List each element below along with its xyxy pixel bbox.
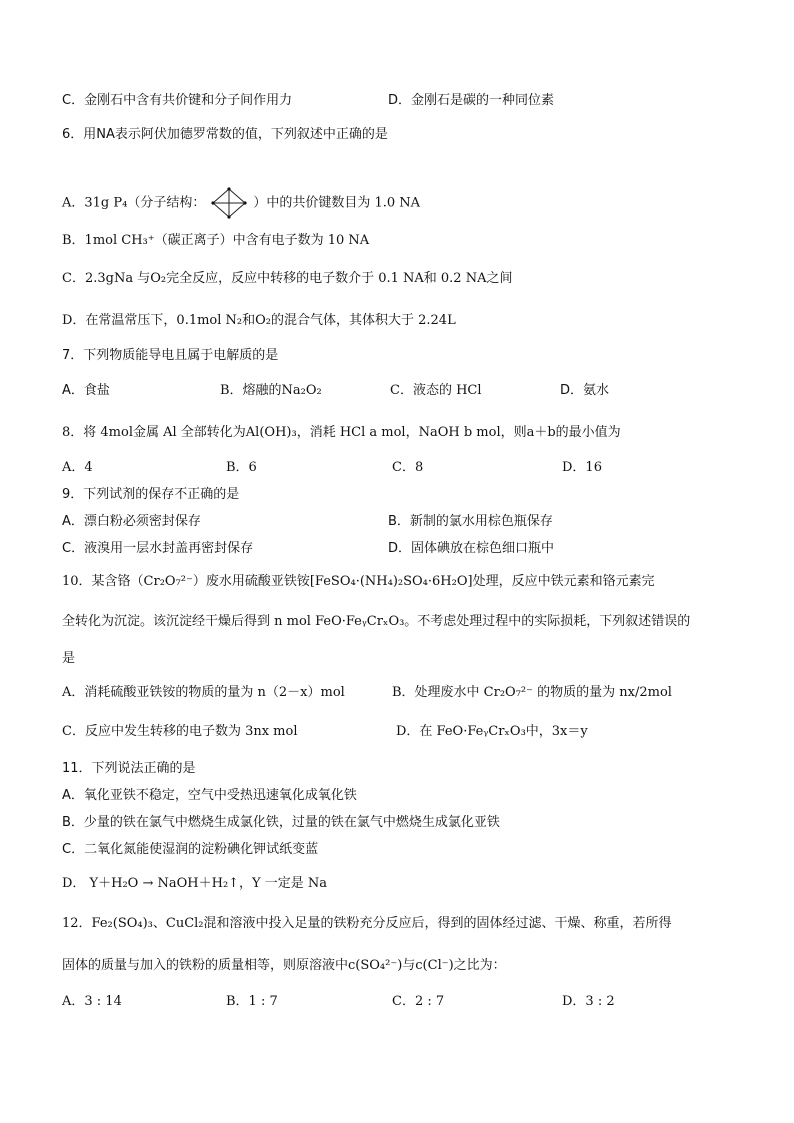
q11-option-d: D． Y＋H₂O → NaOH＋H₂↑，Y 一定是 Na (62, 876, 328, 891)
q5-option-d: D．金刚石是碳的一种同位素 (388, 93, 555, 108)
q7-option-b: B．熔融的Na₂O₂ (220, 383, 322, 398)
q12-option-d: D．3 : 2 (562, 994, 615, 1009)
q6-option-a-post: ）中的共价键数目为 1.0 NA (253, 195, 421, 211)
q10-stem-line2: 全转化为沉淀。该沉淀经干燥后得到 n mol FeO·FeᵧCrₓO₃。不考虑处理过程中的实际损耗，下列叙述错误的 (62, 614, 691, 629)
p4-molecule-structure (209, 187, 249, 219)
q11-option-b: B．少量的铁在氯气中燃烧生成氯化铁，过量的铁在氯气中燃烧生成氯化亚铁 (62, 815, 500, 830)
q6-option-c: C．2.3gNa 与O₂完全反应，反应中转移的电子数介于 0.1 NA和 0.2 NA之间 (62, 271, 513, 286)
q9-option-a: A．漂白粉必须密封保存 (62, 514, 201, 529)
q9-stem: 9．下列试剂的保存不正确的是 (62, 487, 240, 502)
q5-option-c: C．金刚石中含有共价键和分子间作用力 (62, 93, 293, 108)
q8-option-c: C．8 (392, 460, 424, 475)
q10-stem-line1: 10．某含铬（Cr₂O₇²⁻）废水用硫酸亚铁铵[FeSO₄·(NH₄)₂SO₄·6H₂O]处理，反应中铁元素和铬元素完 (62, 574, 655, 589)
q12-option-a: A．3 : 14 (62, 994, 122, 1009)
q9-option-b: B．新制的氯水用棕色瓶保存 (388, 514, 553, 529)
q12-stem-line2: 固体的质量与加入的铁粉的质量相等，则原溶液中c(SO₄²⁻)与c(Cl⁻)之比为： (62, 958, 506, 973)
q12-option-b: B．1 : 7 (226, 994, 278, 1009)
q6-option-d: D．在常温常压下，0.1mol N₂和O₂的混合气体，其体积大于 2.24L (62, 313, 456, 328)
q8-stem: 8．将 4mol金属 Al 全部转化为Al(OH)₃，消耗 HCl a mol，NaOH b mol，则a＋b的最小值为 (62, 425, 621, 440)
q7-option-a: A．食盐 (62, 383, 110, 398)
q10-option-b: B．处理废水中 Cr₂O₇²⁻ 的物质的量为 nx/2mol (392, 685, 672, 700)
q10-option-c: C．反应中发生转移的电子数为 3nx mol (62, 724, 298, 739)
q11-option-c: C．二氧化氮能使湿润的淀粉碘化钾试纸变蓝 (62, 842, 319, 857)
q7-option-c: C．液态的 HCl (390, 383, 482, 398)
q7-option-d: D．氨水 (560, 383, 610, 398)
q6-stem: 6．用NA表示阿伏加德罗常数的值，下列叙述中正确的是 (62, 127, 388, 142)
q11-option-a: A．氧化亚铁不稳定，空气中受热迅速氧化成氧化铁 (62, 788, 357, 803)
q6-option-a-pre: A．31g P₄（分子结构： (62, 195, 206, 211)
q7-stem: 7．下列物质能导电且属于电解质的是 (62, 348, 279, 363)
q6-option-a (62, 187, 420, 219)
q8-option-b: B．6 (226, 460, 257, 475)
q9-option-d: D．固体碘放在棕色细口瓶中 (388, 541, 555, 556)
q12-stem-line1: 12．Fe₂(SO₄)₃、CuCl₂混和溶液中投入足量的铁粉充分反应后，得到的固体经过滤、干燥、称重，若所得 (62, 916, 672, 931)
q6-option-b: B．1mol CH₃⁺（碳正离子）中含有电子数为 10 NA (62, 233, 370, 248)
q8-option-d: D．16 (562, 460, 602, 475)
q8-option-a: A．4 (62, 460, 93, 475)
q11-stem: 11．下列说法正确的是 (62, 761, 196, 776)
q10-option-d: D．在 FeO·FeᵧCrₓO₃中，3x＝y (396, 724, 588, 739)
q10-stem-line3: 是 (62, 651, 76, 666)
q9-option-c: C．液溴用一层水封盖再密封保存 (62, 541, 254, 556)
q12-option-c: C．2 : 7 (392, 994, 445, 1009)
q10-option-a: A．消耗硫酸亚铁铵的物质的量为 n（2－x）mol (62, 685, 345, 700)
